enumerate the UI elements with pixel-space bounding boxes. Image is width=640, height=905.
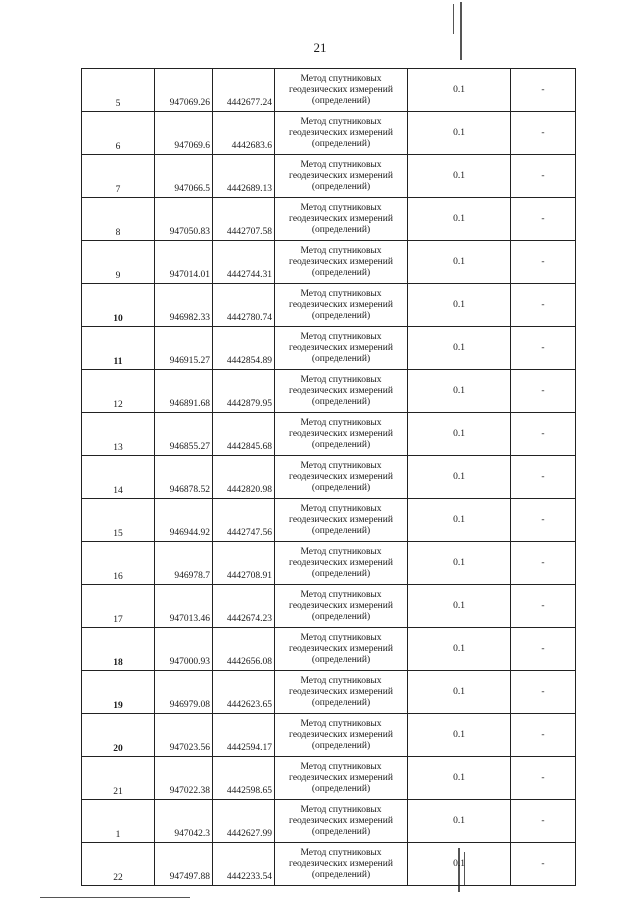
accuracy-cell: 0.1: [408, 112, 511, 155]
table-row: [82, 327, 576, 370]
y-coordinate-cell: 4442233.54: [213, 843, 275, 886]
note-cell: -: [511, 284, 576, 327]
point-number-cell: 13: [82, 413, 155, 456]
method-cell: Метод спутниковых геодезических измерений (определений): [275, 757, 408, 800]
point-number-cell: 19: [82, 671, 155, 714]
x-coordinate-cell: 947013.46: [155, 585, 213, 628]
y-coordinate-cell: 4442879.95: [213, 370, 275, 413]
method-cell: Метод спутниковых геодезических измерений (определений): [275, 284, 408, 327]
point-number-cell: 14: [82, 456, 155, 499]
point-number-cell: 6: [82, 112, 155, 155]
note-cell: -: [511, 714, 576, 757]
table-row: [82, 241, 576, 284]
note-cell: -: [511, 413, 576, 456]
x-coordinate-cell: 946979.08: [155, 671, 213, 714]
accuracy-cell: 0.1: [408, 843, 511, 886]
x-coordinate-cell: 947022.38: [155, 757, 213, 800]
note-cell: -: [511, 499, 576, 542]
point-number-cell: 7: [82, 155, 155, 198]
accuracy-cell: 0.1: [408, 585, 511, 628]
accuracy-cell: 0.1: [408, 628, 511, 671]
table-row: [82, 284, 576, 327]
method-cell: Метод спутниковых геодезических измерений (определений): [275, 198, 408, 241]
point-number-cell: 15: [82, 499, 155, 542]
x-coordinate-cell: 947050.83: [155, 198, 213, 241]
y-coordinate-cell: 4442854.89: [213, 327, 275, 370]
accuracy-cell: 0.1: [408, 155, 511, 198]
x-coordinate-cell: 946878.52: [155, 456, 213, 499]
method-cell: Метод спутниковых геодезических измерений (определений): [275, 327, 408, 370]
scan-artifact-line: [460, 2, 462, 60]
note-cell: -: [511, 585, 576, 628]
note-cell: -: [511, 456, 576, 499]
point-number-cell: 16: [82, 542, 155, 585]
note-cell: -: [511, 843, 576, 886]
x-coordinate-cell: 946982.33: [155, 284, 213, 327]
note-cell: -: [511, 198, 576, 241]
table-row: [82, 370, 576, 413]
y-coordinate-cell: 4442744.31: [213, 241, 275, 284]
table-row: [82, 112, 576, 155]
accuracy-cell: 0.1: [408, 714, 511, 757]
method-cell: Метод спутниковых геодезических измерений (определений): [275, 800, 408, 843]
accuracy-cell: 0.1: [408, 413, 511, 456]
y-coordinate-cell: 4442747.56: [213, 499, 275, 542]
accuracy-cell: 0.1: [408, 241, 511, 284]
table-row: [82, 800, 576, 843]
table-row: [82, 671, 576, 714]
method-cell: Метод спутниковых геодезических измерений (определений): [275, 843, 408, 886]
method-cell: Метод спутниковых геодезических измерений (определений): [275, 714, 408, 757]
point-number-cell: 18: [82, 628, 155, 671]
table-row: [82, 585, 576, 628]
accuracy-cell: 0.1: [408, 542, 511, 585]
table-row: [82, 542, 576, 585]
point-number-cell: 1: [82, 800, 155, 843]
x-coordinate-cell: 946855.27: [155, 413, 213, 456]
coordinates-table-body: [82, 69, 576, 886]
accuracy-cell: 0.1: [408, 499, 511, 542]
point-number-cell: 21: [82, 757, 155, 800]
x-coordinate-cell: 947042.3: [155, 800, 213, 843]
x-coordinate-cell: 947069.26: [155, 69, 213, 112]
table-row: [82, 198, 576, 241]
point-number-cell: 22: [82, 843, 155, 886]
note-cell: -: [511, 69, 576, 112]
method-cell: Метод спутниковых геодезических измерений (определений): [275, 499, 408, 542]
coordinates-table: [81, 68, 576, 886]
note-cell: -: [511, 112, 576, 155]
y-coordinate-cell: 4442594.17: [213, 714, 275, 757]
method-cell: Метод спутниковых геодезических измерений (определений): [275, 413, 408, 456]
note-cell: -: [511, 542, 576, 585]
point-number-cell: 5: [82, 69, 155, 112]
method-cell: Метод спутниковых геодезических измерений (определений): [275, 112, 408, 155]
y-coordinate-cell: 4442598.65: [213, 757, 275, 800]
table-row: [82, 843, 576, 886]
y-coordinate-cell: 4442656.08: [213, 628, 275, 671]
method-cell: Метод спутниковых геодезических измерений (определений): [275, 671, 408, 714]
x-coordinate-cell: 947069.6: [155, 112, 213, 155]
x-coordinate-cell: 946891.68: [155, 370, 213, 413]
page-number: 21: [313, 40, 327, 55]
x-coordinate-cell: 946978.7: [155, 542, 213, 585]
method-cell: Метод спутниковых геодезических измерений (определений): [275, 241, 408, 284]
table-row: [82, 714, 576, 757]
y-coordinate-cell: 4442683.6: [213, 112, 275, 155]
method-cell: Метод спутниковых геодезических измерений (определений): [275, 155, 408, 198]
x-coordinate-cell: 946915.27: [155, 327, 213, 370]
y-coordinate-cell: 4442820.98: [213, 456, 275, 499]
table-row: [82, 456, 576, 499]
y-coordinate-cell: 4442677.24: [213, 69, 275, 112]
point-number-cell: 9: [82, 241, 155, 284]
note-cell: -: [511, 800, 576, 843]
point-number-cell: 17: [82, 585, 155, 628]
table-row: [82, 155, 576, 198]
x-coordinate-cell: 947066.5: [155, 155, 213, 198]
x-coordinate-cell: 947497.88: [155, 843, 213, 886]
y-coordinate-cell: 4442780.74: [213, 284, 275, 327]
method-cell: Метод спутниковых геодезических измерений (определений): [275, 628, 408, 671]
point-number-cell: 8: [82, 198, 155, 241]
method-cell: Метод спутниковых геодезических измерений (определений): [275, 456, 408, 499]
note-cell: -: [511, 327, 576, 370]
scan-artifact-line: [40, 897, 190, 898]
scan-artifact-line: [453, 4, 454, 34]
y-coordinate-cell: 4442689.13: [213, 155, 275, 198]
x-coordinate-cell: 947000.93: [155, 628, 213, 671]
accuracy-cell: 0.1: [408, 757, 511, 800]
accuracy-cell: 0.1: [408, 284, 511, 327]
table-row: [82, 69, 576, 112]
accuracy-cell: 0.1: [408, 456, 511, 499]
accuracy-cell: 0.1: [408, 327, 511, 370]
x-coordinate-cell: 947023.56: [155, 714, 213, 757]
y-coordinate-cell: 4442845.68: [213, 413, 275, 456]
table-row: [82, 628, 576, 671]
point-number-cell: 11: [82, 327, 155, 370]
method-cell: Метод спутниковых геодезических измерений (определений): [275, 585, 408, 628]
note-cell: -: [511, 757, 576, 800]
table-row: [82, 499, 576, 542]
method-cell: Метод спутниковых геодезических измерений (определений): [275, 542, 408, 585]
accuracy-cell: 0.1: [408, 370, 511, 413]
accuracy-cell: 0.1: [408, 69, 511, 112]
note-cell: -: [511, 671, 576, 714]
accuracy-cell: 0.1: [408, 800, 511, 843]
table-row: [82, 757, 576, 800]
y-coordinate-cell: 4442674.23: [213, 585, 275, 628]
x-coordinate-cell: 946944.92: [155, 499, 213, 542]
x-coordinate-cell: 947014.01: [155, 241, 213, 284]
table-row: [82, 413, 576, 456]
note-cell: -: [511, 155, 576, 198]
note-cell: -: [511, 370, 576, 413]
point-number-cell: 12: [82, 370, 155, 413]
y-coordinate-cell: 4442708.91: [213, 542, 275, 585]
note-cell: -: [511, 241, 576, 284]
y-coordinate-cell: 4442627.99: [213, 800, 275, 843]
y-coordinate-cell: 4442623.65: [213, 671, 275, 714]
method-cell: Метод спутниковых геодезических измерений (определений): [275, 370, 408, 413]
point-number-cell: 10: [82, 284, 155, 327]
note-cell: -: [511, 628, 576, 671]
method-cell: Метод спутниковых геодезических измерений (определений): [275, 69, 408, 112]
point-number-cell: 20: [82, 714, 155, 757]
accuracy-cell: 0.1: [408, 198, 511, 241]
y-coordinate-cell: 4442707.58: [213, 198, 275, 241]
accuracy-cell: 0.1: [408, 671, 511, 714]
